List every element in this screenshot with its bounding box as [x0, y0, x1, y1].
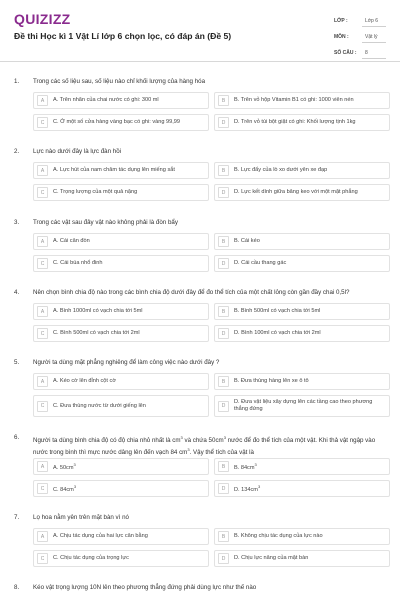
option-value: B. 84cm — [234, 464, 255, 471]
worksheet-header — [0, 0, 400, 62]
option-c[interactable] — [33, 184, 209, 201]
question-number: 7. — [14, 514, 20, 521]
meta-label: MÔN : — [334, 34, 349, 40]
option-text: C. Ở một số cửa hàng vàng bạc có ghi: vàng 99,99 — [53, 119, 181, 126]
option-text: D. Đưa vật liệu xây dựng lên các tầng cao theo phương thẳng đứng — [234, 399, 373, 412]
option-text: C. Trọng lượng của một quả nặng — [53, 189, 138, 196]
option-text: D. Lực kết dính giữa băng keo với một mặt phẳng — [234, 189, 358, 196]
option-d[interactable] — [214, 325, 390, 342]
option-text: C. Chịu tác dụng của trọng lực — [53, 555, 129, 562]
option-letter: B — [218, 376, 229, 387]
option-text: D. Cái cầu thang gác — [234, 260, 287, 267]
option-letter: B — [218, 165, 229, 176]
option-letter: D — [218, 117, 229, 128]
question-number: 6. — [14, 434, 20, 441]
option-a[interactable] — [33, 458, 209, 475]
question-number: 3. — [14, 219, 20, 226]
meta-value-field: Lớp 6 — [362, 16, 386, 27]
superscript: 3 — [254, 461, 257, 467]
option-d[interactable] — [214, 114, 390, 131]
superscript: 3 — [180, 435, 183, 440]
meta-label: SỐ CÂU : — [334, 50, 357, 56]
option-b[interactable] — [214, 92, 390, 109]
option-letter: A — [37, 531, 48, 542]
meta-panel — [334, 13, 386, 61]
option-text: A. Bình 1000ml có vạch chia tới 5ml — [53, 308, 143, 315]
question-text — [33, 434, 389, 457]
option-text: D. Chịu lực nâng của mặt bàn — [234, 555, 309, 562]
option-letter: A — [37, 461, 48, 472]
option-letter: A — [37, 236, 48, 247]
option-a[interactable] — [33, 303, 209, 320]
question-text: Trong các vật sau đây vật nào không phải là đòn bẩy — [33, 219, 178, 226]
option-text: B. Trên vỏ hộp Vitamin B1 có ghi: 1000 viên nén — [234, 97, 354, 104]
question-text: Trong các số liệu sau, số liệu nào chỉ khối lượng của hàng hóa — [33, 78, 206, 85]
question-number: 2. — [14, 148, 20, 155]
meta-value-field: Vật lý — [362, 32, 386, 43]
option-letter: B — [218, 95, 229, 106]
option-letter: C — [37, 328, 48, 339]
option-letter: B — [218, 236, 229, 247]
option-b[interactable] — [214, 162, 390, 179]
question-text-part: . Vậy thể tích của vật là — [189, 448, 254, 456]
question-text: Lọ hoa nằm yên trên mặt bàn vì nó — [33, 514, 129, 521]
question-text: Lực nào dưới đây là lực đàn hồi — [33, 148, 122, 155]
option-c[interactable] — [33, 114, 209, 131]
option-b[interactable] — [214, 373, 390, 390]
option-a[interactable] — [33, 162, 209, 179]
option-letter: D — [218, 553, 229, 564]
option-b[interactable] — [214, 458, 390, 475]
option-letter: C — [37, 401, 48, 412]
superscript: 3 — [257, 483, 261, 489]
superscript: 3 — [223, 435, 226, 440]
option-letter: B — [218, 531, 229, 542]
option-a[interactable] — [33, 528, 209, 545]
option-letter: C — [37, 187, 48, 198]
option-letter: B — [218, 461, 229, 472]
meta-row-subject — [334, 29, 386, 45]
question-number: 4. — [14, 289, 20, 296]
option-letter: C — [37, 553, 48, 564]
option-text: A. Lực hút của nam châm tác dụng lên miếng sắt — [53, 167, 175, 174]
option-text: A. Trên nhãn của chai nước có ghi: 300 ml — [53, 97, 159, 104]
option-text: C. Đưa thùng nước từ dưới giếng lên — [53, 402, 146, 409]
meta-row-count — [334, 45, 386, 61]
option-d[interactable] — [214, 480, 390, 497]
option-text — [234, 484, 260, 494]
option-value: A. 50cm — [53, 464, 74, 471]
option-c[interactable] — [33, 255, 209, 272]
option-text: B. Cái kéo — [234, 238, 260, 245]
question-text-part: Người ta dùng bình chia độ có độ chia nhỏ nhất là cm — [33, 437, 181, 445]
option-text: B. Bình 500ml có vạch chia tới 5ml — [234, 308, 321, 315]
option-a[interactable] — [33, 92, 209, 109]
option-c[interactable] — [33, 395, 209, 417]
meta-label: LỚP : — [334, 18, 348, 24]
question-text: Kéo vật trọng lượng 10N lên theo phương thẳng đứng phải dùng lực như thế nào — [33, 584, 257, 591]
quizizz-logo: QUIZIZZ — [14, 11, 71, 27]
superscript: 3 — [73, 483, 77, 489]
option-b[interactable] — [214, 233, 390, 250]
question-text: Người ta dùng mặt phẳng nghiêng để làm công việc nào dưới đây ? — [33, 359, 220, 366]
option-text: B. Đưa thùng hàng lên xe ô tô — [234, 378, 309, 385]
question-number: 8. — [14, 584, 20, 591]
option-letter: C — [37, 483, 48, 494]
superscript: 3 — [73, 461, 76, 467]
option-text: B. Không chịu tác dụng của lực nào — [234, 533, 323, 540]
option-a[interactable] — [33, 233, 209, 250]
option-b[interactable] — [214, 528, 390, 545]
option-letter: A — [37, 165, 48, 176]
page-title: Đề thi Học kì 1 Vật Lí lớp 6 chọn lọc, có đáp án (Đề 5) — [14, 31, 232, 41]
meta-value-field: 8 — [362, 48, 386, 59]
option-letter: D — [218, 258, 229, 269]
option-value: D. 134cm — [234, 486, 258, 493]
option-c[interactable] — [33, 480, 209, 497]
superscript: 3 — [187, 446, 190, 452]
option-d[interactable] — [214, 184, 390, 201]
question-text-part: và chứa 50cm — [182, 437, 224, 445]
question-number: 1. — [14, 78, 20, 85]
option-letter: C — [37, 117, 48, 128]
option-text: B. Lực đẩy của lò xo dưới yên xe đạp — [234, 167, 328, 174]
option-letter: A — [37, 306, 48, 317]
option-letter: D — [218, 483, 229, 494]
option-text: C. Cái búa nhổ đinh — [53, 260, 103, 267]
option-letter: D — [218, 401, 229, 412]
option-d[interactable] — [214, 255, 390, 272]
option-c[interactable] — [33, 550, 209, 567]
option-text: C. Bình 500ml có vạch chia tới 2ml — [53, 330, 140, 337]
option-text — [53, 484, 76, 494]
option-text — [234, 462, 257, 472]
question-text: Nên chọn bình chia độ nào trong các bình chia độ dưới đây để đo thể tích của một chất lỏng còn gần đầy chai 0,5l? — [33, 289, 350, 296]
option-a[interactable] — [33, 373, 209, 390]
option-text: D. Bình 100ml có vạch chia tới 2ml — [234, 330, 321, 337]
option-d[interactable] — [214, 550, 390, 567]
meta-row-class — [334, 13, 386, 29]
option-letter: B — [218, 306, 229, 317]
question-number: 5. — [14, 359, 20, 366]
option-letter: D — [218, 328, 229, 339]
option-c[interactable] — [33, 325, 209, 342]
option-text — [53, 462, 76, 472]
option-letter: D — [218, 187, 229, 198]
option-b[interactable] — [214, 303, 390, 320]
option-text: D. Trên vỏ túi bột giặt có ghi: Khối lượng tịnh 1kg — [234, 119, 356, 126]
option-letter: A — [37, 95, 48, 106]
option-letter: C — [37, 258, 48, 269]
option-letter: A — [37, 376, 48, 387]
option-text: A. Kéo cờ lên đỉnh cột cờ — [53, 378, 116, 385]
option-d[interactable] — [214, 395, 390, 417]
question-text-part: nước để đo thể tích của một vật. Khi thả vật ngập vào nước trong bình thì mực nước dâng lên đến vạch 84 cm — [33, 437, 376, 456]
option-text: A. Cái cân đòn — [53, 238, 90, 245]
option-value: C. 84cm — [53, 486, 74, 493]
option-text: A. Chịu tác dụng của hai lực cân bằng — [53, 533, 148, 540]
